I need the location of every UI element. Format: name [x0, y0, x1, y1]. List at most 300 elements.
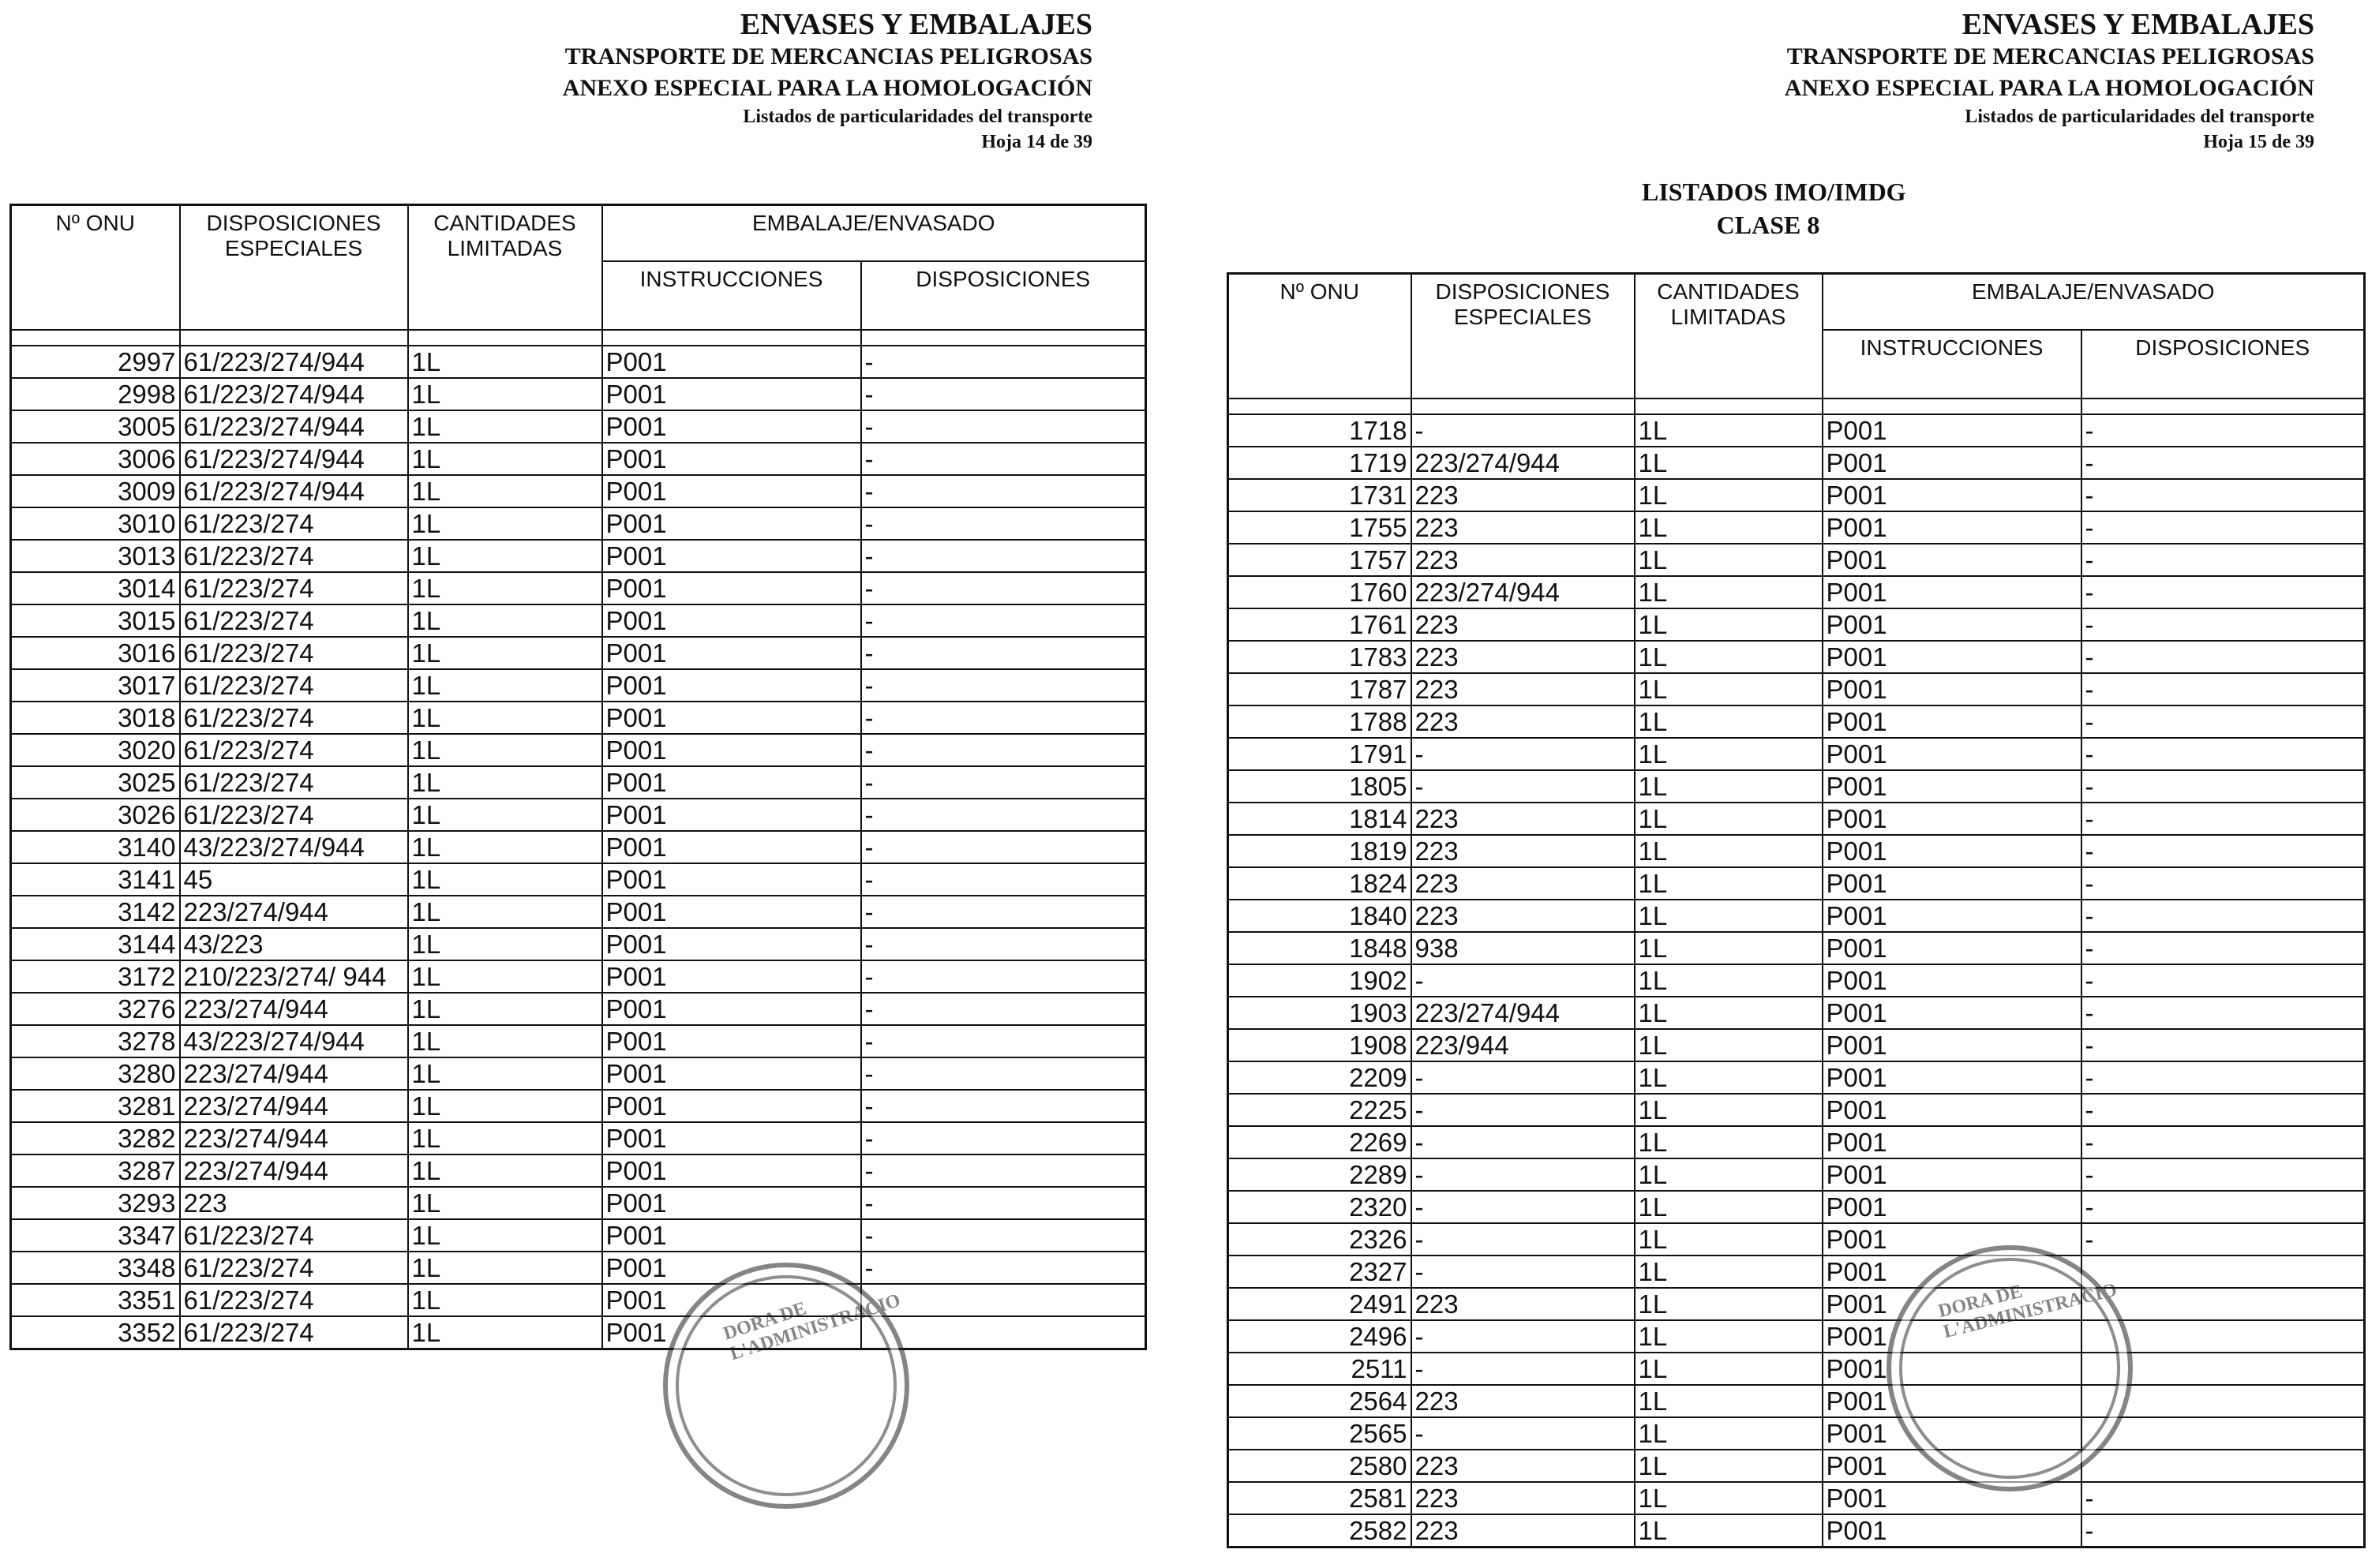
cell-disposiciones: - [861, 799, 1146, 831]
table-row [1228, 1482, 2365, 1514]
doc-title: ENVASES Y EMBALAJES [740, 8, 1092, 41]
cell-disposiciones: - [2081, 1061, 2365, 1094]
table-row [11, 669, 1146, 702]
cell-especiales: - [1411, 1158, 1635, 1191]
doc-title: ENVASES Y EMBALAJES [1961, 8, 2314, 41]
doc-subtitle: TRANSPORTE DE MERCANCIAS PELIGROSAS [564, 43, 1092, 69]
cell-onu: 1840 [1228, 900, 1411, 932]
cell-instrucciones: P001 [602, 1154, 861, 1187]
cell-especiales: 61/223/274 [180, 637, 408, 669]
cell-onu: 1761 [1228, 608, 1411, 641]
cell-instrucciones: P001 [1823, 447, 2081, 479]
table-row [1228, 1158, 2365, 1191]
header-spacer-row [1228, 399, 2365, 414]
cell-cantidades: 1L [1635, 932, 1823, 964]
cell-especiales: 61/223/274/944 [180, 475, 408, 507]
cell-disposiciones: - [2081, 608, 2365, 641]
spacer-cell [180, 330, 408, 346]
cell-cantidades: 1L [1635, 447, 1823, 479]
cell-instrucciones: P001 [1823, 932, 2081, 964]
table-row [1228, 511, 2365, 544]
cell-disposiciones [2081, 1417, 2365, 1450]
cell-cantidades: 1L [1635, 1158, 1823, 1191]
cell-onu: 1848 [1228, 932, 1411, 964]
spacer-cell [1411, 399, 1635, 414]
cell-instrucciones: P001 [1823, 1482, 2081, 1514]
cell-instrucciones: P001 [602, 1187, 861, 1219]
cell-instrucciones: P001 [1823, 867, 2081, 900]
cell-onu: 3140 [11, 831, 180, 863]
cell-cantidades: 1L [1635, 511, 1823, 544]
cell-disposiciones: - [2081, 1223, 2365, 1256]
cell-instrucciones: P001 [1823, 1126, 2081, 1158]
page-number: Hoja 15 de 39 [2203, 132, 2314, 152]
cell-cantidades: 1L [1635, 964, 1823, 997]
table-row [1228, 1288, 2365, 1320]
page-header-right [1785, 8, 2314, 155]
cell-especiales: 223/944 [1411, 1029, 1635, 1061]
cell-disposiciones: - [2081, 447, 2365, 479]
cell-instrucciones: P001 [602, 799, 861, 831]
cell-cantidades: 1L [1635, 608, 1823, 641]
cell-disposiciones: - [2081, 705, 2365, 738]
cell-disposiciones: - [2081, 1158, 2365, 1191]
cell-disposiciones: - [2081, 576, 2365, 608]
cell-onu: 1903 [1228, 997, 1411, 1029]
cell-especiales: 43/223/274/944 [180, 1025, 408, 1057]
cell-cantidades: 1L [408, 702, 602, 734]
cell-especiales: 61/223/274 [180, 1284, 408, 1316]
spacer-cell [1635, 399, 1823, 414]
cell-instrucciones: P001 [602, 896, 861, 928]
cell-cantidades: 1L [1635, 576, 1823, 608]
cell-especiales: 223/274/944 [180, 1090, 408, 1122]
col-header-instrucciones: INSTRUCCIONES [602, 261, 861, 330]
cell-especiales: 223 [1411, 1514, 1635, 1547]
table-row [11, 378, 1146, 410]
cell-especiales: 938 [1411, 932, 1635, 964]
cell-onu: 2496 [1228, 1320, 1411, 1353]
cell-cantidades: 1L [1635, 1288, 1823, 1320]
table-row [11, 1122, 1146, 1154]
cell-especiales: - [1411, 1320, 1635, 1353]
spacer-cell [861, 330, 1146, 346]
table-row [1228, 447, 2365, 479]
table-row [1228, 738, 2365, 770]
table-row [11, 1316, 1146, 1349]
table-row [11, 928, 1146, 960]
cell-disposiciones: - [2081, 544, 2365, 576]
cell-especiales: 223 [1411, 608, 1635, 641]
cell-onu: 1908 [1228, 1029, 1411, 1061]
table-row [1228, 1029, 2365, 1061]
cell-onu: 1788 [1228, 705, 1411, 738]
table-row [11, 766, 1146, 799]
table-row [11, 831, 1146, 863]
table-row [11, 734, 1146, 766]
cell-cantidades: 1L [408, 1187, 602, 1219]
cell-onu: 3278 [11, 1025, 180, 1057]
cell-onu: 2289 [1228, 1158, 1411, 1191]
cell-cantidades: 1L [1635, 803, 1823, 835]
cell-disposiciones: - [2081, 803, 2365, 835]
cell-onu: 1718 [1228, 414, 1411, 447]
cell-especiales: - [1411, 1256, 1635, 1288]
cell-instrucciones: P001 [1823, 835, 2081, 867]
cell-especiales: 43/223/274/944 [180, 831, 408, 863]
cell-especiales: - [1411, 1191, 1635, 1223]
table-row [11, 346, 1146, 378]
cell-cantidades: 1L [408, 960, 602, 993]
doc-annex: ANEXO ESPECIAL PARA LA HOMOLOGACIÓN [562, 75, 1092, 101]
table-row [11, 960, 1146, 993]
cell-onu: 1902 [1228, 964, 1411, 997]
cell-onu: 1731 [1228, 479, 1411, 511]
cell-cantidades: 1L [1635, 867, 1823, 900]
cell-instrucciones: P001 [1823, 1256, 2081, 1288]
cell-onu: 3276 [11, 993, 180, 1025]
table-row [1228, 641, 2365, 673]
cell-disposiciones: - [861, 604, 1146, 637]
cell-onu: 3017 [11, 669, 180, 702]
cell-instrucciones: P001 [1823, 1385, 2081, 1417]
cell-disposiciones: - [2081, 479, 2365, 511]
table-row [1228, 479, 2365, 511]
cell-disposiciones: - [2081, 414, 2365, 447]
cell-especiales: - [1411, 1061, 1635, 1094]
cell-cantidades: 1L [408, 443, 602, 475]
cell-disposiciones: - [2081, 738, 2365, 770]
page-number: Hoja 14 de 39 [981, 132, 1092, 152]
cell-disposiciones: - [861, 993, 1146, 1025]
table-row [11, 702, 1146, 734]
cell-instrucciones: P001 [602, 346, 861, 378]
cell-disposiciones: - [861, 928, 1146, 960]
cell-especiales: - [1411, 1417, 1635, 1450]
cell-onu: 3009 [11, 475, 180, 507]
cell-disposiciones: - [861, 1252, 1146, 1284]
cell-instrucciones: P001 [602, 443, 861, 475]
cell-instrucciones: P001 [602, 507, 861, 540]
cell-cantidades: 1L [408, 1090, 602, 1122]
cell-onu: 1814 [1228, 803, 1411, 835]
cell-disposiciones: - [861, 1219, 1146, 1252]
cell-especiales: 223 [1411, 705, 1635, 738]
cell-especiales: 61/223/274 [180, 799, 408, 831]
cell-cantidades: 1L [1635, 544, 1823, 576]
col-header-cantidades: CANTIDADES LIMITADAS [408, 205, 602, 331]
cell-cantidades: 1L [408, 1284, 602, 1316]
cell-onu: 3144 [11, 928, 180, 960]
cell-cantidades: 1L [1635, 1126, 1823, 1158]
cell-disposiciones: - [2081, 1126, 2365, 1158]
cell-cantidades: 1L [408, 540, 602, 572]
cell-onu: 3014 [11, 572, 180, 604]
cell-especiales: - [1411, 770, 1635, 803]
cell-disposiciones: - [861, 702, 1146, 734]
cell-especiales: 61/223/274 [180, 669, 408, 702]
page-header-left [563, 8, 1092, 155]
cell-cantidades: 1L [1635, 1256, 1823, 1288]
cell-especiales: 210/223/274/ 944 [180, 960, 408, 993]
cell-instrucciones: P001 [602, 540, 861, 572]
table-row [1228, 900, 2365, 932]
table-row [1228, 997, 2365, 1029]
table-row [1228, 1191, 2365, 1223]
section-header [1642, 175, 1906, 241]
cell-onu: 1783 [1228, 641, 1411, 673]
cell-instrucciones: P001 [602, 475, 861, 507]
cell-disposiciones: - [2081, 511, 2365, 544]
cell-instrucciones: P001 [602, 410, 861, 443]
cell-especiales: 223 [1411, 479, 1635, 511]
cell-cantidades: 1L [1635, 414, 1823, 447]
cell-onu: 2320 [1228, 1191, 1411, 1223]
cell-disposiciones: - [861, 1122, 1146, 1154]
table-row [11, 1219, 1146, 1252]
cell-onu: 3026 [11, 799, 180, 831]
table-row [1228, 932, 2365, 964]
col-header-onu: Nº ONU [1228, 274, 1411, 399]
cell-especiales: 61/223/274 [180, 572, 408, 604]
table-row [1228, 705, 2365, 738]
cell-cantidades: 1L [408, 1122, 602, 1154]
doc-list-label: Listados de particularidades del transporte [1965, 107, 2314, 127]
cell-onu: 3142 [11, 896, 180, 928]
cell-disposiciones: - [861, 766, 1146, 799]
cell-instrucciones: P001 [1823, 705, 2081, 738]
cell-instrucciones: P001 [602, 863, 861, 896]
cell-instrucciones: P001 [602, 1252, 861, 1284]
cell-especiales: 61/223/274 [180, 734, 408, 766]
section-title: LISTADOS IMO/IMDG [1642, 178, 1906, 206]
cell-instrucciones: P001 [1823, 511, 2081, 544]
cell-instrucciones: P001 [1823, 1320, 2081, 1353]
cell-instrucciones: P001 [602, 378, 861, 410]
table-row [1228, 414, 2365, 447]
cell-especiales: - [1411, 1126, 1635, 1158]
cell-onu: 3281 [11, 1090, 180, 1122]
table-row [1228, 1094, 2365, 1126]
cell-cantidades: 1L [1635, 1320, 1823, 1353]
cell-instrucciones: P001 [1823, 1191, 2081, 1223]
cell-instrucciones: P001 [1823, 770, 2081, 803]
stamp-text-left: DORA DE L'ADMINISTRACIO [721, 1289, 904, 1365]
page-right [1184, 0, 2368, 1568]
section-class: CLASE 8 [1716, 211, 1820, 239]
cell-cantidades: 1L [1635, 1223, 1823, 1256]
cell-disposiciones: - [861, 1057, 1146, 1090]
cell-onu: 3025 [11, 766, 180, 799]
cell-disposiciones: - [2081, 900, 2365, 932]
table-row [1228, 1353, 2365, 1385]
cell-onu: 1757 [1228, 544, 1411, 576]
cell-cantidades: 1L [408, 1219, 602, 1252]
cell-cantidades: 1L [408, 378, 602, 410]
table-row [11, 572, 1146, 604]
cell-instrucciones: P001 [1823, 1158, 2081, 1191]
transport-table-left [9, 204, 1147, 1350]
cell-cantidades: 1L [408, 637, 602, 669]
table-row [11, 1154, 1146, 1187]
cell-instrucciones: P001 [1823, 1514, 2081, 1547]
cell-onu: 2326 [1228, 1223, 1411, 1256]
cell-cantidades: 1L [408, 410, 602, 443]
cell-especiales: 61/223/274 [180, 766, 408, 799]
cell-onu: 3351 [11, 1284, 180, 1316]
cell-onu: 3015 [11, 604, 180, 637]
cell-onu: 1824 [1228, 867, 1411, 900]
spacer-cell [1823, 399, 2081, 414]
cell-cantidades: 1L [408, 1154, 602, 1187]
table-row [11, 507, 1146, 540]
cell-especiales: 61/223/274 [180, 702, 408, 734]
table-row [11, 637, 1146, 669]
cell-especiales: 223 [1411, 1450, 1635, 1482]
cell-onu: 2327 [1228, 1256, 1411, 1288]
cell-disposiciones: - [2081, 1482, 2365, 1514]
cell-especiales: 43/223 [180, 928, 408, 960]
cell-instrucciones: P001 [1823, 544, 2081, 576]
table-body-right [1228, 399, 2365, 1547]
cell-onu: 1819 [1228, 835, 1411, 867]
cell-instrucciones: P001 [602, 1025, 861, 1057]
cell-instrucciones: P001 [1823, 479, 2081, 511]
cell-disposiciones: - [861, 572, 1146, 604]
cell-instrucciones: P001 [602, 604, 861, 637]
table-row [1228, 1450, 2365, 1482]
cell-cantidades: 1L [408, 734, 602, 766]
cell-onu: 2997 [11, 346, 180, 378]
cell-onu: 1805 [1228, 770, 1411, 803]
cell-instrucciones: P001 [602, 766, 861, 799]
cell-disposiciones: - [861, 734, 1146, 766]
cell-onu: 1755 [1228, 511, 1411, 544]
cell-instrucciones: P001 [1823, 803, 2081, 835]
cell-cantidades: 1L [1635, 1482, 1823, 1514]
table-row [11, 443, 1146, 475]
cell-cantidades: 1L [1635, 900, 1823, 932]
cell-cantidades: 1L [1635, 1385, 1823, 1417]
spacer-cell [1228, 399, 1411, 414]
cell-instrucciones: P001 [1823, 1029, 2081, 1061]
cell-disposiciones: - [861, 960, 1146, 993]
cell-especiales: - [1411, 1223, 1635, 1256]
table-row [1228, 576, 2365, 608]
cell-instrucciones: P001 [1823, 1223, 2081, 1256]
cell-especiales: 223 [1411, 641, 1635, 673]
cell-cantidades: 1L [408, 669, 602, 702]
cell-cantidades: 1L [408, 993, 602, 1025]
cell-onu: 3280 [11, 1057, 180, 1090]
cell-cantidades: 1L [408, 507, 602, 540]
cell-especiales: 61/223/274 [180, 1252, 408, 1284]
cell-disposiciones: - [2081, 673, 2365, 705]
table-row [1228, 835, 2365, 867]
cell-instrucciones: P001 [602, 1284, 861, 1316]
cell-disposiciones: - [861, 896, 1146, 928]
table-row [1228, 1320, 2365, 1353]
cell-onu: 3352 [11, 1316, 180, 1349]
table-row [11, 475, 1146, 507]
cell-onu: 1791 [1228, 738, 1411, 770]
cell-especiales: 223 [1411, 673, 1635, 705]
cell-especiales: 45 [180, 863, 408, 896]
cell-especiales: 61/223/274/944 [180, 443, 408, 475]
cell-instrucciones: P001 [1823, 414, 2081, 447]
table-row [1228, 1417, 2365, 1450]
cell-especiales: 223/274/944 [180, 1057, 408, 1090]
spacer-cell [408, 330, 602, 346]
col-header-onu: Nº ONU [11, 205, 180, 331]
cell-onu: 2209 [1228, 1061, 1411, 1094]
cell-onu: 3282 [11, 1122, 180, 1154]
cell-cantidades: 1L [1635, 835, 1823, 867]
cell-disposiciones: - [861, 410, 1146, 443]
table-row [1228, 1223, 2365, 1256]
cell-especiales: 223 [1411, 1385, 1635, 1417]
cell-cantidades: 1L [1635, 641, 1823, 673]
cell-especiales: 223/274/944 [180, 993, 408, 1025]
cell-disposiciones: - [861, 378, 1146, 410]
cell-especiales: 223/274/944 [180, 1154, 408, 1187]
cell-instrucciones: P001 [602, 1057, 861, 1090]
cell-disposiciones: - [861, 669, 1146, 702]
table-row [11, 604, 1146, 637]
cell-instrucciones: P001 [602, 1219, 861, 1252]
table-row [11, 540, 1146, 572]
table-row [11, 863, 1146, 896]
table-row [1228, 544, 2365, 576]
doc-subtitle: TRANSPORTE DE MERCANCIAS PELIGROSAS [1786, 43, 2314, 69]
table-row [11, 1252, 1146, 1284]
cell-instrucciones: P001 [1823, 738, 2081, 770]
table-row [11, 410, 1146, 443]
cell-cantidades: 1L [408, 346, 602, 378]
cell-especiales: - [1411, 414, 1635, 447]
cell-instrucciones: P001 [602, 831, 861, 863]
cell-especiales: 61/223/274 [180, 604, 408, 637]
cell-especiales: 223/274/944 [1411, 447, 1635, 479]
table-row [1228, 673, 2365, 705]
col-header-embalaje: EMBALAJE/ENVASADO [1823, 274, 2365, 330]
cell-disposiciones: - [861, 443, 1146, 475]
cell-instrucciones: P001 [602, 1316, 861, 1349]
cell-disposiciones: - [861, 346, 1146, 378]
spacer-cell [602, 330, 861, 346]
cell-especiales: - [1411, 738, 1635, 770]
cell-cantidades: 1L [1635, 1353, 1823, 1385]
cell-especiales: 61/223/274/944 [180, 346, 408, 378]
table-row [11, 1187, 1146, 1219]
official-stamp-right [1887, 1245, 2133, 1491]
cell-especiales: 61/223/274 [180, 507, 408, 540]
cell-onu: 1760 [1228, 576, 1411, 608]
cell-disposiciones: - [861, 637, 1146, 669]
col-header-disposiciones: DISPOSICIONES [2081, 330, 2365, 399]
cell-onu: 1787 [1228, 673, 1411, 705]
cell-cantidades: 1L [408, 766, 602, 799]
cell-disposiciones: - [2081, 641, 2365, 673]
cell-disposiciones: - [2081, 835, 2365, 867]
cell-cantidades: 1L [1635, 1094, 1823, 1126]
cell-onu: 3010 [11, 507, 180, 540]
cell-disposiciones: - [861, 1187, 1146, 1219]
cell-especiales: 223/274/944 [180, 896, 408, 928]
cell-especiales: 61/223/274 [180, 1316, 408, 1349]
cell-especiales: 223 [1411, 867, 1635, 900]
cell-cantidades: 1L [1635, 1417, 1823, 1450]
